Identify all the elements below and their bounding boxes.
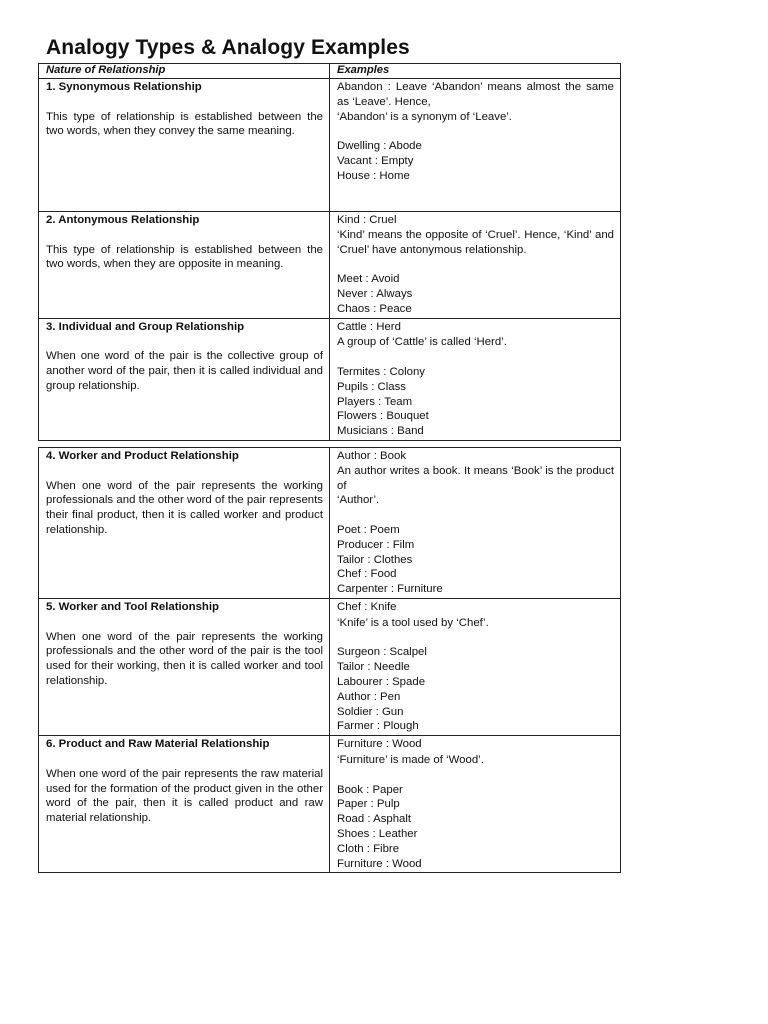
list-item: Never : Always	[337, 287, 413, 300]
list-item: House : Home	[337, 169, 410, 182]
list-item: Pupils : Class	[337, 380, 407, 393]
list-item: Author : Pen	[337, 690, 401, 703]
relationship-description: When one word of the pair represents the raw material used for the formation of the product given in the other word of the pair, then it is called product and raw material relationship.	[46, 767, 323, 825]
example-heading: Cattle : Herd	[337, 320, 401, 333]
header-nature: Nature of Relationship	[39, 64, 330, 79]
example-list	[337, 783, 614, 872]
list-item: Book : Paper	[337, 783, 403, 796]
list-item: Termites : Colony	[337, 365, 425, 378]
header-examples: Examples	[330, 64, 621, 79]
relationship-cell	[39, 318, 330, 440]
list-item: Labourer : Spade	[337, 675, 426, 688]
list-item: Soldier : Gun	[337, 705, 404, 718]
relationship-title: 1. Synonymous Relationship	[46, 81, 202, 93]
examples-cell	[330, 318, 621, 440]
relationship-title: 6. Product and Raw Material Relationship	[46, 738, 270, 751]
list-item: Dwelling : Abode	[337, 140, 422, 153]
example-explanation: A group of ‘Cattle’ is called ‘Herd’.	[337, 336, 507, 349]
example-heading: Chef : Knife	[337, 600, 397, 613]
relationship-description: This type of relationship is established between the two words, when they are opposite in meaning.	[46, 243, 323, 271]
example-list	[337, 365, 614, 439]
example-heading: Kind : Cruel	[337, 214, 397, 226]
list-item: Furniture : Wood	[337, 857, 422, 870]
example-explanation: ‘Abandon’ is a synonym of ‘Leave’.	[337, 110, 512, 123]
relationship-title: 2. Antonymous Relationship	[46, 214, 200, 226]
example-explanation-continued: ‘Author’.	[337, 494, 380, 507]
table-row	[39, 212, 621, 319]
example-list	[337, 139, 614, 183]
relationship-title: 5. Worker and Tool Relationship	[46, 600, 219, 613]
relationship-description: This type of relationship is established between the two words, when they convey the same meaning.	[46, 110, 323, 138]
relationship-description: When one word of the pair represents the working professionals and the other word of the pair represents their final product, then it is called worker and product relationship.	[46, 479, 323, 536]
examples-cell	[330, 736, 621, 873]
example-list	[337, 523, 614, 597]
list-item: Meet : Avoid	[337, 273, 400, 286]
list-item: Vacant : Empty	[337, 154, 414, 167]
relationship-title: 3. Individual and Group Relationship	[46, 320, 245, 333]
relationship-cell	[39, 448, 330, 599]
table-row	[39, 736, 621, 873]
example-list	[337, 645, 614, 734]
list-item: Farmer : Plough	[337, 720, 419, 733]
relationship-description: When one word of the pair is the collective group of another word of the pair, then it is called individual and group relationship.	[46, 350, 323, 392]
relationship-cell	[39, 212, 330, 319]
example-heading: Author : Book	[337, 450, 407, 462]
examples-cell	[330, 79, 621, 212]
example-list	[337, 272, 614, 316]
examples-cell	[330, 448, 621, 599]
list-item: Carpenter : Furniture	[337, 583, 443, 596]
example-heading: Abandon : Leave ‘Abandon’ means almost the same as ‘Leave’. Hence,	[337, 81, 614, 108]
examples-cell	[330, 212, 621, 319]
list-item: Paper : Pulp	[337, 798, 400, 811]
page-title: Analogy Types & Analogy Examples	[46, 36, 410, 59]
example-explanation: An author writes a book. It means ‘Book’ is the product of	[337, 464, 614, 492]
list-item: Players : Team	[337, 395, 413, 408]
list-item: Chaos : Peace	[337, 302, 412, 315]
relationship-cell	[39, 598, 330, 735]
list-item: Producer : Film	[337, 538, 415, 551]
examples-cell	[330, 598, 621, 735]
example-explanation: ‘Knife’ is a tool used by ‘Chef’.	[337, 616, 489, 629]
table-row	[39, 448, 621, 599]
analogy-table-part-2	[38, 447, 621, 873]
table-row	[39, 79, 621, 212]
list-item: Flowers : Bouquet	[337, 410, 429, 423]
list-item: Musicians : Band	[337, 425, 424, 438]
analogy-table-part-1	[38, 63, 621, 441]
table-header-row	[39, 64, 621, 79]
list-item: Shoes : Leather	[337, 827, 418, 840]
list-item: Road : Asphalt	[337, 813, 412, 826]
relationship-cell	[39, 736, 330, 873]
list-item: Poet : Poem	[337, 523, 400, 536]
example-heading: Furniture : Wood	[337, 738, 422, 751]
table-row	[39, 598, 621, 735]
list-item: Tailor : Clothes	[337, 553, 413, 566]
relationship-title: 4. Worker and Product Relationship	[46, 450, 239, 462]
list-item: Chef : Food	[337, 568, 397, 581]
example-explanation: ‘Furniture’ is made of ‘Wood’.	[337, 753, 484, 766]
list-item: Cloth : Fibre	[337, 842, 400, 855]
list-item: Surgeon : Scalpel	[337, 646, 427, 659]
relationship-description: When one word of the pair represents the working professionals and the other word of the pair is the tool used for their working, then it is called worker and tool relationship.	[46, 630, 323, 687]
table-row	[39, 318, 621, 440]
list-item: Tailor : Needle	[337, 661, 410, 674]
example-explanation: ‘Kind’ means the opposite of ‘Cruel’. Hence, ‘Kind’ and ‘Cruel’ have antonymous relationship.	[337, 228, 614, 256]
relationship-cell	[39, 79, 330, 212]
